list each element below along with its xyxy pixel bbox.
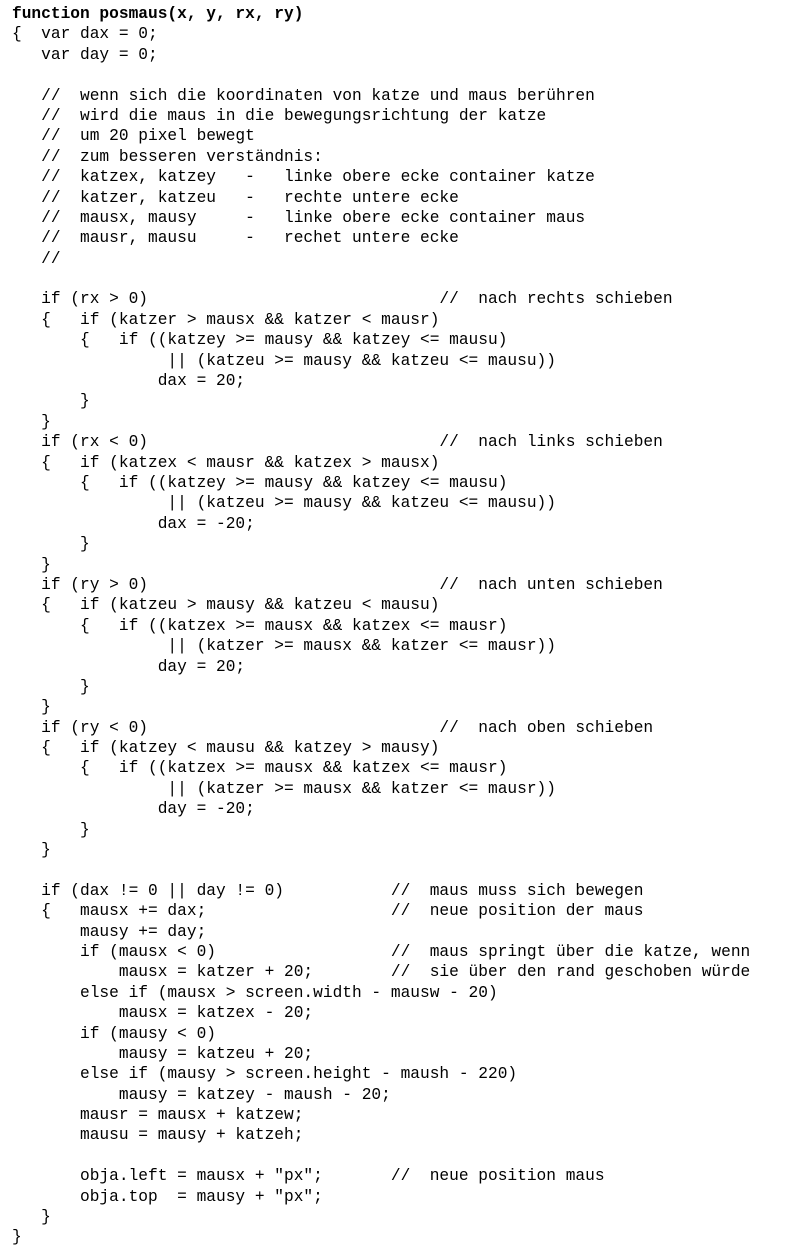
code-line: if (ry < 0) // nach oben schieben [12, 718, 654, 737]
code-body [12, 24, 782, 1247]
code-line: // zum besseren verständnis: [12, 147, 323, 166]
code-line: } [12, 1228, 22, 1247]
code-line: mausy = katzeu + 20; [12, 1044, 314, 1063]
code-line [12, 65, 782, 85]
code-line: mausx = katzer + 20; // sie über den rand geschoben würde [12, 963, 751, 982]
code-line: // um 20 pixel bewegt [12, 127, 255, 146]
code-line [12, 860, 782, 880]
code-line: if (ry > 0) // nach unten schieben [12, 575, 663, 594]
code-line: } [12, 698, 51, 717]
code-line: obja.top = mausy + "px"; [12, 1187, 323, 1206]
code-line: { mausx += dax; // neue position der maus [12, 902, 644, 921]
code-line: else if (mausx > screen.width - mausw - 20) [12, 983, 498, 1002]
code-line: // [12, 249, 61, 268]
code-line: || (katzeu >= mausy && katzeu <= mausu)) [12, 494, 556, 513]
code-line: } [12, 1208, 51, 1227]
code-line: dax = 20; [12, 372, 246, 391]
code-line: mausy += day; [12, 922, 207, 941]
code-line: // katzex, katzey - linke obere ecke container katze [12, 168, 595, 187]
code-line: { if (katzeu > mausy && katzeu < mausu) [12, 596, 440, 615]
code-line: { if ((katzey >= mausy && katzey <= mausu) [12, 331, 508, 350]
code-line: // wird die maus in die bewegungsrichtung der katze [12, 106, 547, 125]
code-line: } [12, 535, 90, 554]
code-line: { if ((katzex >= mausx && katzex <= mausr) [12, 759, 508, 778]
code-line: mausr = mausx + katzew; [12, 1106, 304, 1125]
code-line: mausx = katzex - 20; [12, 1004, 314, 1023]
code-line: if (rx < 0) // nach links schieben [12, 433, 663, 452]
code-line: || (katzeu >= mausy && katzeu <= mausu)) [12, 351, 556, 370]
code-line [12, 269, 782, 289]
function-signature: function posmaus(x, y, rx, ry) [12, 5, 304, 23]
code-line: var day = 0; [12, 45, 158, 64]
code-line: // mausr, mausu - rechet untere ecke [12, 229, 459, 248]
code-line: mausu = mausy + katzeh; [12, 1126, 304, 1145]
code-line: { if (katzex < mausr && katzex > mausx) [12, 453, 440, 472]
code-line: { if (katzey < mausu && katzey > mausy) [12, 739, 440, 758]
code-line: // mausx, mausy - linke obere ecke container maus [12, 208, 586, 227]
code-line: if (dax != 0 || day != 0) // maus muss sich bewegen [12, 881, 644, 900]
code-line: mausy = katzey - maush - 20; [12, 1085, 391, 1104]
code-line: else if (mausy > screen.height - maush - 220) [12, 1065, 518, 1084]
code-line: || (katzer >= mausx && katzer <= mausr)) [12, 779, 556, 798]
code-line: } [12, 392, 90, 411]
code-line: } [12, 555, 51, 574]
code-listing [12, 4, 782, 1248]
code-line: day = 20; [12, 657, 246, 676]
code-line: { if (katzer > mausx && katzer < mausr) [12, 310, 440, 329]
code-line: // wenn sich die koordinaten von katze und maus berühren [12, 86, 595, 105]
code-line: || (katzer >= mausx && katzer <= mausr)) [12, 637, 556, 656]
code-line: if (rx > 0) // nach rechts schieben [12, 290, 673, 309]
code-line: } [12, 841, 51, 860]
code-line: { if ((katzex >= mausx && katzex <= mausr) [12, 616, 508, 635]
code-line [12, 1146, 782, 1166]
code-line: if (mausx < 0) // maus springt über die katze, wenn [12, 942, 751, 961]
code-line: if (mausy < 0) [12, 1024, 216, 1043]
code-line: } [12, 677, 90, 696]
code-line: // katzer, katzeu - rechte untere ecke [12, 188, 459, 207]
code-line: { if ((katzey >= mausy && katzey <= mausu) [12, 473, 508, 492]
code-line: dax = -20; [12, 514, 255, 533]
code-line: } [12, 820, 90, 839]
code-line: { var dax = 0; [12, 25, 158, 44]
code-line: } [12, 412, 51, 431]
code-line: obja.left = mausx + "px"; // neue position maus [12, 1167, 605, 1186]
code-line: day = -20; [12, 800, 255, 819]
